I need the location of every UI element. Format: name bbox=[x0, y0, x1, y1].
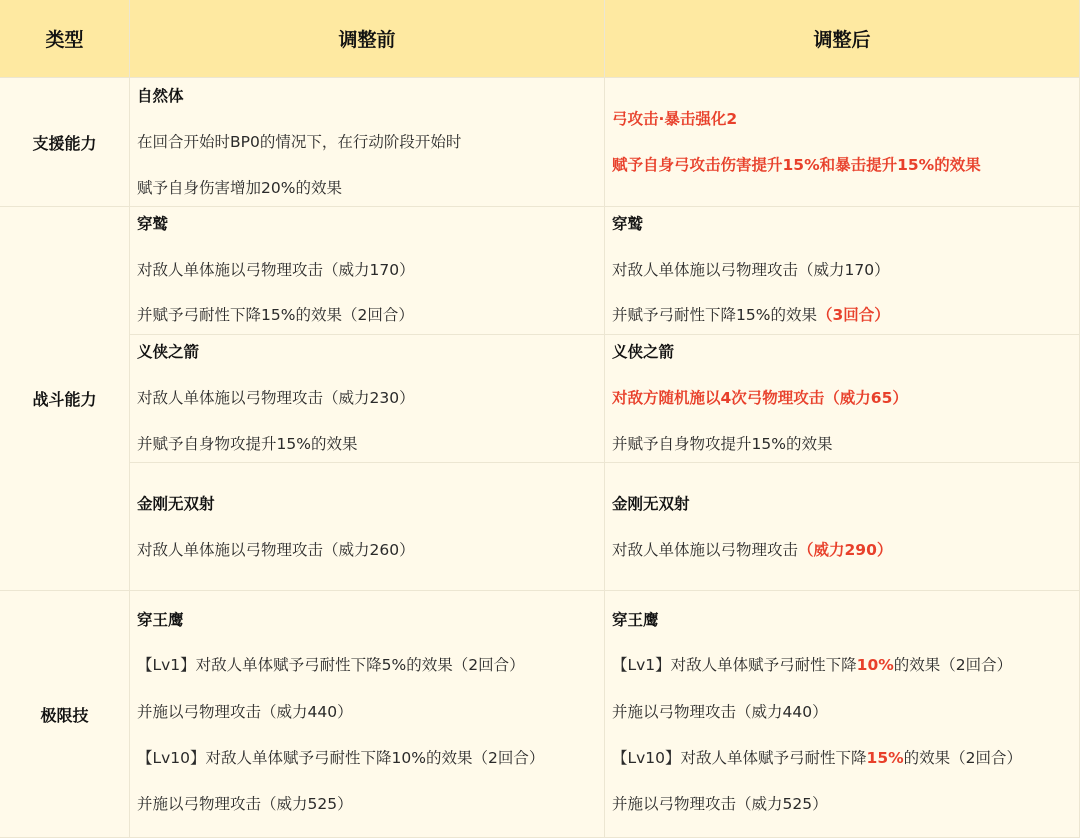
type-ultimate-label: 极限技 bbox=[40, 705, 89, 725]
skill1-after-highlight: （3回合） bbox=[816, 306, 890, 324]
support-before-line2: 赋予自身伤害增加20%的效果 bbox=[137, 179, 342, 197]
skill2-after-line1: 对敌方随机施以4次弓物理攻击（威力65） bbox=[612, 389, 908, 407]
battle-skill2-before-cell bbox=[130, 335, 605, 463]
header-type-label: 类型 bbox=[45, 29, 84, 51]
skill3-after-line1-text: 对敌人单体施以弓物理攻击 bbox=[612, 541, 799, 559]
ultimate-after-line1 bbox=[612, 655, 1012, 675]
ultimate-after-line3-post: 的效果（2回合） bbox=[903, 749, 1023, 767]
skill3-after-name: 金刚无双射 bbox=[612, 495, 690, 513]
support-after-name: 弓攻击·暴击强化2 bbox=[612, 110, 738, 128]
ultimate-after-cell bbox=[605, 591, 1080, 838]
ultimate-after-line4: 并施以弓物理攻击（威力525） bbox=[612, 795, 828, 813]
skill2-before-line1: 对敌人单体施以弓物理攻击（威力230） bbox=[137, 389, 415, 407]
support-after-cell bbox=[605, 78, 1080, 207]
header-before bbox=[130, 0, 605, 78]
skill2-before-name: 义侠之箭 bbox=[137, 343, 200, 361]
ultimate-before-name: 穿王鹰 bbox=[137, 611, 184, 629]
skill2-after-line2: 并赋予自身物攻提升15%的效果 bbox=[612, 435, 833, 453]
header-after-label: 调整后 bbox=[813, 29, 871, 51]
header-after bbox=[605, 0, 1080, 78]
skill3-before-line1: 对敌人单体施以弓物理攻击（威力260） bbox=[137, 541, 415, 559]
ultimate-after-line2: 并施以弓物理攻击（威力440） bbox=[612, 703, 828, 721]
ultimate-after-line1-pre: 【Lv1】对敌人单体赋予弓耐性下降 bbox=[612, 656, 857, 674]
type-battle bbox=[0, 207, 130, 591]
ultimate-after-line1-highlight: 10% bbox=[856, 656, 894, 674]
skill3-after-highlight: （威力290） bbox=[798, 541, 893, 559]
support-before-cell bbox=[130, 78, 605, 207]
skill1-after-line2-text: 并赋予弓耐性下降15%的效果 bbox=[612, 306, 817, 324]
skill1-after-line1: 对敌人单体施以弓物理攻击（威力170） bbox=[612, 261, 890, 279]
ultimate-before-line3: 【Lv10】对敌人单体赋予弓耐性下降10%的效果（2回合） bbox=[137, 749, 545, 767]
ultimate-before-line2: 并施以弓物理攻击（威力440） bbox=[137, 703, 353, 721]
ultimate-after-line3-pre: 【Lv10】对敌人单体赋予弓耐性下降 bbox=[612, 749, 867, 767]
battle-skill1-before-cell bbox=[130, 207, 605, 335]
ultimate-after-name: 穿王鹰 bbox=[612, 611, 659, 629]
skill2-before-line2: 并赋予自身物攻提升15%的效果 bbox=[137, 435, 358, 453]
skill1-after-name: 穿鹫 bbox=[612, 215, 644, 233]
ultimate-before-line4: 并施以弓物理攻击（威力525） bbox=[137, 795, 353, 813]
ultimate-after-line1-post: 的效果（2回合） bbox=[893, 656, 1013, 674]
header-type bbox=[0, 0, 130, 78]
skill1-before-line2: 并赋予弓耐性下降15%的效果（2回合） bbox=[137, 306, 414, 324]
support-before-line1: 在回合开始时BP0的情况下，在行动阶段开始时 bbox=[137, 133, 462, 151]
ultimate-after-line3 bbox=[612, 748, 1022, 768]
type-battle-label: 战斗能力 bbox=[32, 390, 97, 409]
ultimate-before-line1: 【Lv1】对敌人单体赋予弓耐性下降5%的效果（2回合） bbox=[137, 656, 525, 674]
skill2-after-name: 义侠之箭 bbox=[612, 343, 675, 361]
type-ultimate bbox=[0, 591, 130, 838]
skill1-after-line2 bbox=[612, 305, 890, 325]
ultimate-after-line3-highlight: 15% bbox=[866, 749, 904, 767]
support-after-line1: 赋予自身弓攻击伤害提升15%和暴击提升15%的效果 bbox=[612, 156, 981, 174]
skill3-after-line1 bbox=[612, 540, 892, 560]
skill1-before-name: 穿鹫 bbox=[137, 215, 169, 233]
skill3-before-name: 金刚无双射 bbox=[137, 495, 215, 513]
battle-skill3-before-cell bbox=[130, 463, 605, 591]
type-support-label: 支援能力 bbox=[32, 133, 97, 153]
battle-skill2-after-cell bbox=[605, 335, 1080, 463]
skill1-before-line1: 对敌人单体施以弓物理攻击（威力170） bbox=[137, 261, 415, 279]
battle-skill1-after-cell bbox=[605, 207, 1080, 335]
type-support bbox=[0, 78, 130, 207]
battle-skill3-after-cell bbox=[605, 463, 1080, 591]
support-before-name: 自然体 bbox=[137, 87, 184, 105]
ultimate-before-cell bbox=[130, 591, 605, 838]
header-before-label: 调整前 bbox=[338, 29, 396, 51]
